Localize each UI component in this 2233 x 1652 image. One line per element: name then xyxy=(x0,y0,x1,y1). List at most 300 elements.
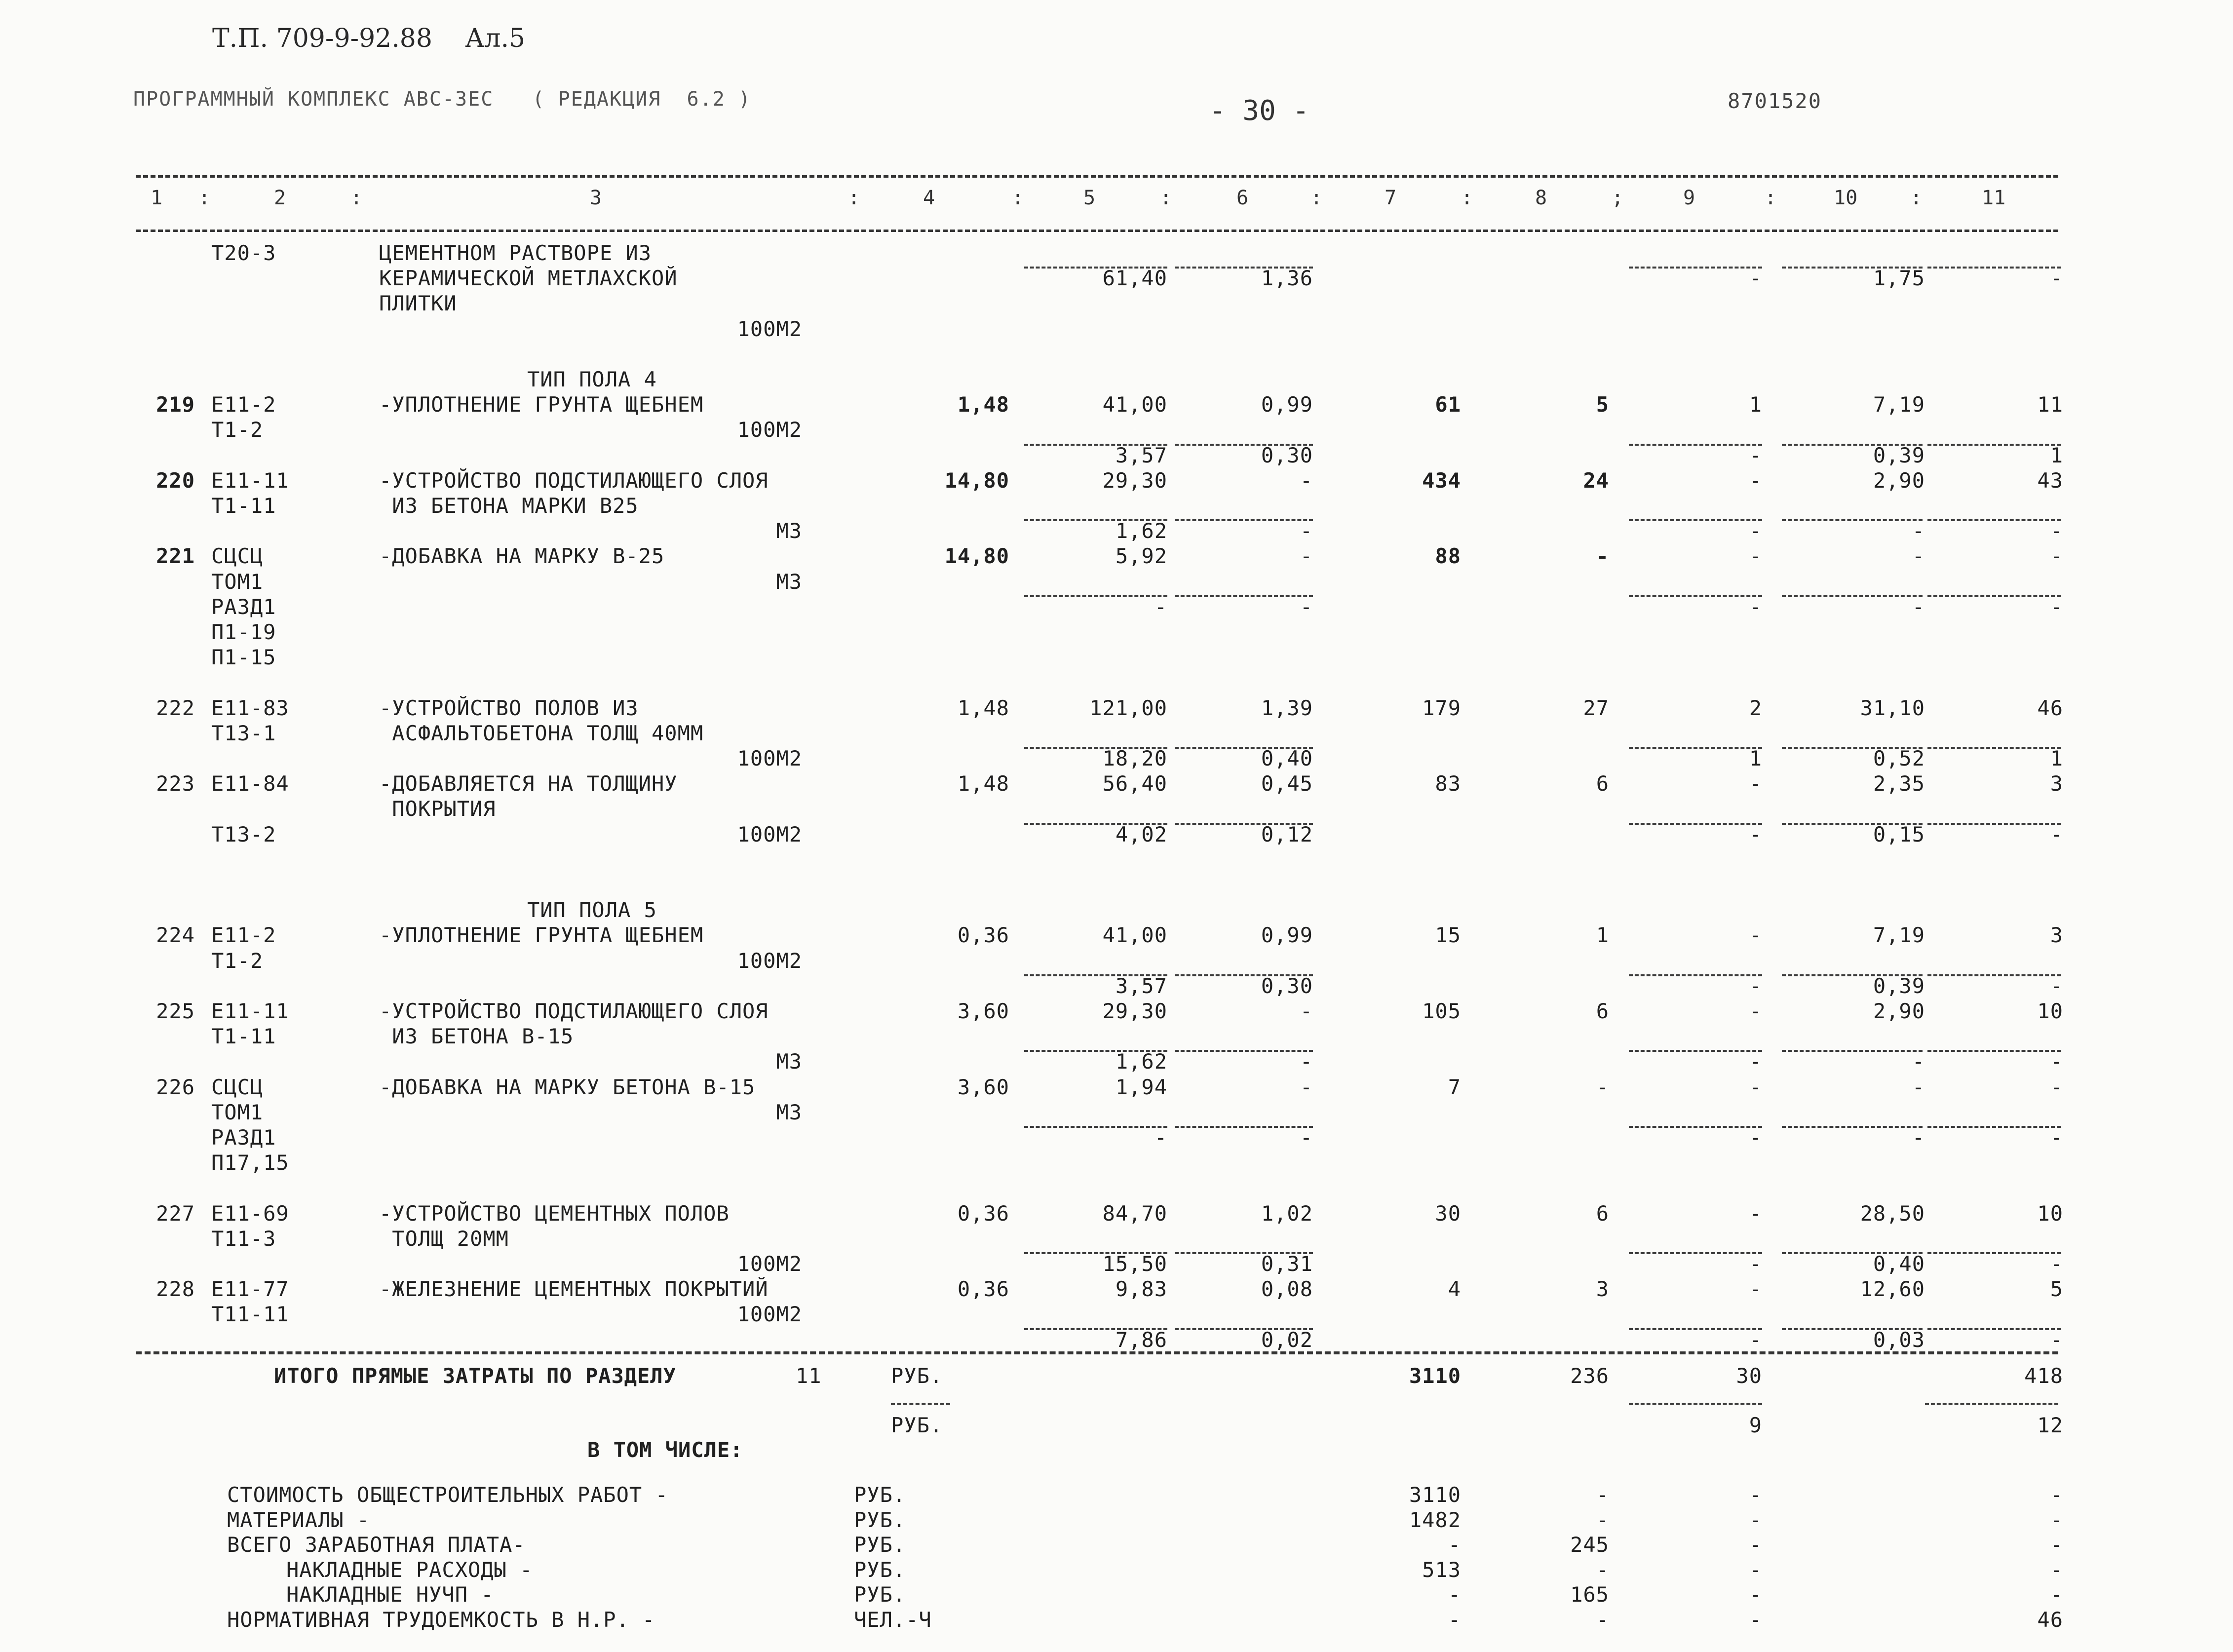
table-row xyxy=(0,1302,2233,1327)
col-header-1: 1 xyxy=(151,187,163,209)
cell-col-4: 1,48 xyxy=(957,695,1009,720)
cell-col-9: - xyxy=(1749,266,1762,291)
cell-col-5: 121,00 xyxy=(1089,695,1167,720)
cell-col-1: 220 xyxy=(156,468,195,493)
summary-label: СТОИМОСТЬ ОБЩЕСТРОИТЕЛЬНЫХ РАБОТ - xyxy=(227,1483,668,1507)
cell-col-11: - xyxy=(2050,519,2063,543)
cell-col-unit: 100М2 xyxy=(737,316,802,341)
cell-col-2: Е11-84 xyxy=(211,771,289,796)
cell-col-3: ПОКРЫТИЯ xyxy=(379,797,496,821)
cell-col-9: - xyxy=(1749,1201,1762,1226)
cell-col-unit: 100М2 xyxy=(737,746,802,770)
cell-col-5: 29,30 xyxy=(1102,999,1167,1023)
cell-col-1: 225 xyxy=(156,999,195,1023)
totals-value-9: 30 xyxy=(1736,1364,1762,1388)
summary-value-9: - xyxy=(1749,1582,1762,1607)
col-separator: : xyxy=(848,187,860,209)
cell-col-3: ИЗ БЕТОНА МАРКИ В25 xyxy=(379,494,639,518)
cell-col-10: 1,75 xyxy=(1873,266,1925,291)
cell-col-unit: 100М2 xyxy=(737,1252,802,1276)
cell-col-11: - xyxy=(2050,822,2063,846)
cell-col-3: ПЛИТКИ xyxy=(379,291,457,316)
summary-value-11: - xyxy=(2050,1582,2063,1607)
table-row xyxy=(0,999,2233,1024)
table-row xyxy=(0,367,2233,392)
cell-col-6: - xyxy=(1300,1125,1313,1150)
cell-col-11: 3 xyxy=(2050,771,2063,796)
cell-col-5: - xyxy=(1154,1125,1167,1150)
cell-col-11: - xyxy=(2050,1049,2063,1074)
cell-col-9: - xyxy=(1749,519,1762,543)
col-separator: : xyxy=(1910,187,1923,209)
totals-unit: РУБ. xyxy=(891,1364,943,1388)
cell-col-6: 0,40 xyxy=(1261,746,1313,770)
cell-col-3: -УСТРОЙСТВО ЦЕМЕНТНЫХ ПОЛОВ xyxy=(379,1201,730,1226)
table-row xyxy=(0,266,2233,291)
summary-value-11: - xyxy=(2050,1533,2063,1557)
cell-col-2: Е11-2 xyxy=(211,392,276,417)
col-separator: : xyxy=(1310,187,1323,209)
cell-col-1: 219 xyxy=(156,392,195,417)
cell-col-6: 0,99 xyxy=(1261,392,1313,417)
cell-col-10: - xyxy=(1912,1125,1925,1150)
cell-col-7: 61 xyxy=(1435,392,1461,417)
cell-col-11: - xyxy=(2050,1125,2063,1150)
cell-col-9: - xyxy=(1749,1277,1762,1302)
cell-col-10: 2,35 xyxy=(1873,771,1925,796)
totals-section: 11 xyxy=(796,1364,822,1388)
cell-col-10: 12,60 xyxy=(1860,1277,1925,1302)
cell-col-5: 29,30 xyxy=(1102,468,1167,493)
col-separator: : xyxy=(1461,187,1473,209)
totals-unit-2: РУБ. xyxy=(891,1413,943,1437)
cell-col-6: - xyxy=(1300,999,1313,1023)
summary-value-7: 513 xyxy=(1422,1557,1461,1582)
cell-col-10: 7,19 xyxy=(1873,392,1925,417)
cell-col-5: 41,00 xyxy=(1102,923,1167,948)
cell-col-7: 83 xyxy=(1435,771,1461,796)
cell-col-unit: 100М2 xyxy=(737,948,802,973)
cell-col-2: Т20-3 xyxy=(211,241,276,265)
cell-col-6: 0,12 xyxy=(1261,822,1313,846)
cell-col-2: Е11-11 xyxy=(211,468,289,493)
table-row xyxy=(0,897,2233,922)
table-row xyxy=(0,1024,2233,1049)
cell-col-7: 105 xyxy=(1422,999,1461,1023)
cell-col-3h: ТИП ПОЛА 4 xyxy=(527,367,657,391)
summary-value-7: - xyxy=(1448,1533,1461,1557)
cell-col-4: 1,48 xyxy=(957,771,1009,796)
summary-value-7: 3110 xyxy=(1409,1483,1461,1507)
cell-col-1: 221 xyxy=(156,544,195,569)
summary-value-9: - xyxy=(1749,1533,1762,1557)
cell-col-7: 30 xyxy=(1435,1201,1461,1226)
cell-col-10: - xyxy=(1912,519,1925,543)
cell-col-2: Е11-77 xyxy=(211,1277,289,1302)
cell-col-4: 14,80 xyxy=(944,468,1009,493)
table-row xyxy=(0,1327,2233,1352)
table-header-rule xyxy=(136,230,2058,232)
cell-col-5: 5,92 xyxy=(1115,544,1167,569)
cell-col-3: -ДОБАВКА НА МАРКУ БЕТОНА В-15 xyxy=(379,1075,756,1099)
table-row xyxy=(0,948,2233,973)
cell-col-10: - xyxy=(1912,594,1925,619)
cell-col-6: - xyxy=(1300,544,1313,569)
cell-col-9: - xyxy=(1749,973,1762,998)
cell-col-2: Т1-2 xyxy=(211,948,264,973)
cell-col-10: 28,50 xyxy=(1860,1201,1925,1226)
cell-col-3: ТОЛЩ 20ММ xyxy=(379,1226,509,1251)
summary-value-11: - xyxy=(2050,1483,2063,1507)
table-row xyxy=(0,392,2233,417)
col-header-9: 9 xyxy=(1683,187,1695,209)
cell-col-9: - xyxy=(1749,822,1762,846)
col-separator: ; xyxy=(1612,187,1624,209)
cell-col-2: П1-15 xyxy=(211,645,276,670)
cell-col-7: 4 xyxy=(1448,1277,1461,1302)
col-separator: : xyxy=(198,187,211,209)
table-row xyxy=(0,746,2233,771)
table-row xyxy=(0,973,2233,999)
cell-col-1: 226 xyxy=(156,1075,195,1099)
cell-col-10: 0,39 xyxy=(1873,973,1925,998)
cell-col-4: 1,48 xyxy=(957,392,1009,417)
table-row xyxy=(0,569,2233,594)
table-row xyxy=(0,316,2233,342)
table-row xyxy=(0,1201,2233,1226)
cell-col-10: 0,52 xyxy=(1873,746,1925,770)
cell-col-2: ТОМ1 xyxy=(211,569,264,594)
col-separator: : xyxy=(350,187,363,209)
cell-col-11: - xyxy=(2050,1327,2063,1352)
cell-col-9: - xyxy=(1749,468,1762,493)
summary-value-8: - xyxy=(1596,1507,1609,1532)
cell-col-9: - xyxy=(1749,1125,1762,1150)
cell-col-2: РАЗД1 xyxy=(211,594,276,619)
cell-col-2: Т11-11 xyxy=(211,1302,289,1327)
cell-col-9: - xyxy=(1749,544,1762,569)
table-row xyxy=(0,443,2233,468)
summary-unit: РУБ. xyxy=(854,1533,906,1557)
summary-value-11: - xyxy=(2050,1557,2063,1582)
summary-label: МАТЕРИАЛЫ - xyxy=(227,1507,370,1532)
cell-col-3: КЕРАМИЧЕСКОЙ МЕТЛАХСКОЙ xyxy=(379,266,678,291)
table-row xyxy=(0,468,2233,493)
cell-col-unit: 100М2 xyxy=(737,1302,802,1327)
table-row xyxy=(0,594,2233,619)
summary-label: НАКЛАДНЫЕ НУЧП - xyxy=(286,1582,494,1607)
summary-label: НОРМАТИВНАЯ ТРУДОЕМКОСТЬ В Н.Р. - xyxy=(227,1607,655,1632)
table-row xyxy=(0,619,2233,645)
col-header-3: 3 xyxy=(590,187,602,209)
summary-value-7: - xyxy=(1448,1582,1461,1607)
summary-value-9: - xyxy=(1749,1607,1762,1632)
cell-col-9: - xyxy=(1749,923,1762,948)
cell-col-11: 3 xyxy=(2050,923,2063,948)
col-header-8: 8 xyxy=(1535,187,1547,209)
totals-value-8: 236 xyxy=(1570,1364,1609,1388)
summary-value-11: 46 xyxy=(2037,1607,2063,1632)
cell-col-5: 1,62 xyxy=(1115,1049,1167,1074)
totals-value-9b: 9 xyxy=(1749,1413,1762,1437)
cell-col-8: 5 xyxy=(1596,392,1609,417)
cell-col-unit: М3 xyxy=(776,519,802,543)
cell-col-4: 3,60 xyxy=(957,1075,1009,1099)
cell-col-6: - xyxy=(1300,468,1313,493)
col-header-10: 10 xyxy=(1834,187,1858,209)
col-header-11: 11 xyxy=(1982,187,2006,209)
cell-col-7: 88 xyxy=(1435,544,1461,569)
page-number: - 30 - xyxy=(1209,95,1309,127)
estimate-table-body xyxy=(0,240,2233,1652)
col-separator: : xyxy=(1160,187,1172,209)
cell-col-5: 4,02 xyxy=(1115,822,1167,846)
cell-col-2: Т1-2 xyxy=(211,418,264,442)
cell-col-8: 24 xyxy=(1583,468,1609,493)
cell-col-11: 10 xyxy=(2037,1201,2063,1226)
cell-col-11: 43 xyxy=(2037,468,2063,493)
cell-col-1: 224 xyxy=(156,923,195,948)
cell-col-2: П17,15 xyxy=(211,1151,289,1175)
cell-col-2: Е11-69 xyxy=(211,1201,289,1226)
cell-col-5: 3,57 xyxy=(1115,973,1167,998)
cell-col-2: Т11-3 xyxy=(211,1226,276,1251)
cell-col-5: 7,86 xyxy=(1115,1327,1167,1352)
summary-value-8: 245 xyxy=(1570,1533,1609,1557)
cell-col-10: 2,90 xyxy=(1873,999,1925,1023)
table-row xyxy=(0,417,2233,442)
totals-value-7: 3110 xyxy=(1409,1364,1461,1388)
table-row xyxy=(0,518,2233,543)
cell-col-1: 222 xyxy=(156,695,195,720)
totals-underline xyxy=(1629,1403,1762,1405)
summary-value-8: - xyxy=(1596,1483,1609,1507)
cell-col-9: - xyxy=(1749,1049,1762,1074)
cell-col-9: - xyxy=(1749,1252,1762,1276)
table-row xyxy=(0,1226,2233,1251)
cell-col-6: - xyxy=(1300,594,1313,619)
table-row xyxy=(0,822,2233,847)
cell-col-2: РАЗД1 xyxy=(211,1125,276,1150)
cell-col-10: 31,10 xyxy=(1860,695,1925,720)
cell-col-9: 1 xyxy=(1749,392,1762,417)
cell-col-11: - xyxy=(2050,1252,2063,1276)
cell-col-2: Т13-2 xyxy=(211,822,276,846)
cell-col-6: 0,30 xyxy=(1261,443,1313,467)
cell-col-6: 0,02 xyxy=(1261,1327,1313,1352)
document-code: Т.П. 709-9-92.88 Ал.5 xyxy=(212,24,526,53)
summary-unit: ЧЕЛ.-Ч xyxy=(854,1607,932,1632)
cell-col-3: ЦЕМЕНТНОМ РАСТВОРЕ ИЗ xyxy=(379,241,652,265)
cell-col-3: -ДОБАВЛЯЕТСЯ НА ТОЛЩИНУ xyxy=(379,771,678,796)
cell-col-unit: 100М2 xyxy=(737,822,802,846)
cell-col-2: Т1-11 xyxy=(211,494,276,518)
summary-unit: РУБ. xyxy=(854,1483,906,1507)
cell-col-8: 6 xyxy=(1596,771,1609,796)
cell-col-unit: 100М2 xyxy=(737,418,802,442)
summary-value-8: - xyxy=(1596,1557,1609,1582)
cell-col-11: - xyxy=(2050,266,2063,291)
cell-col-11: 1 xyxy=(2050,746,2063,770)
cell-col-2: ТОМ1 xyxy=(211,1100,264,1124)
summary-value-7: - xyxy=(1448,1607,1461,1632)
cell-col-9: 1 xyxy=(1749,746,1762,770)
cell-col-4: 0,36 xyxy=(957,1277,1009,1302)
totals-rule xyxy=(136,1351,2058,1354)
cell-col-3: -ЖЕЛЕЗНЕНИЕ ЦЕМЕНТНЫХ ПОКРЫТИЙ xyxy=(379,1277,769,1302)
cell-col-3: -ДОБАВКА НА МАРКУ В-25 xyxy=(379,544,665,569)
cell-col-8: 27 xyxy=(1583,695,1609,720)
cell-col-2: СЦСЦ xyxy=(211,1075,264,1099)
table-row xyxy=(0,1100,2233,1125)
cell-col-11: 1 xyxy=(2050,443,2063,467)
summary-unit: РУБ. xyxy=(854,1557,906,1582)
col-separator: : xyxy=(1012,187,1024,209)
cell-col-2: Е11-11 xyxy=(211,999,289,1023)
cell-col-6: 0,99 xyxy=(1261,923,1313,948)
col-header-7: 7 xyxy=(1385,187,1397,209)
cell-col-5: 61,40 xyxy=(1102,266,1167,291)
cell-col-unit: М3 xyxy=(776,1049,802,1074)
cell-col-7: 7 xyxy=(1448,1075,1461,1099)
table-row xyxy=(0,922,2233,948)
cell-col-10: - xyxy=(1912,1049,1925,1074)
cell-col-3: -УПЛОТНЕНИЕ ГРУНТА ЩЕБНЕМ xyxy=(379,923,704,948)
cell-col-6: - xyxy=(1300,519,1313,543)
cell-col-10: 7,19 xyxy=(1873,923,1925,948)
table-row xyxy=(0,721,2233,746)
cell-col-9: 2 xyxy=(1749,695,1762,720)
cell-col-11: 11 xyxy=(2037,392,2063,417)
cell-col-7: 15 xyxy=(1435,923,1461,948)
summary-unit: РУБ. xyxy=(854,1582,906,1607)
totals-underline xyxy=(1925,1403,2058,1405)
col-header-5: 5 xyxy=(1083,187,1096,209)
cell-col-5: 3,57 xyxy=(1115,443,1167,467)
summary-label: НАКЛАДНЫЕ РАСХОДЫ - xyxy=(286,1557,533,1582)
cell-col-10: 0,40 xyxy=(1873,1252,1925,1276)
cell-col-5: 1,62 xyxy=(1115,519,1167,543)
cell-col-4: 14,80 xyxy=(944,544,1009,569)
cell-col-9: - xyxy=(1749,1327,1762,1352)
cell-col-10: 2,90 xyxy=(1873,468,1925,493)
cell-col-8: 6 xyxy=(1596,999,1609,1023)
cell-col-11: - xyxy=(2050,544,2063,569)
cell-col-11: 46 xyxy=(2037,695,2063,720)
cell-col-6: 0,31 xyxy=(1261,1252,1313,1276)
cell-col-6: 0,45 xyxy=(1261,771,1313,796)
summary-label: ВСЕГО ЗАРАБОТНАЯ ПЛАТА- xyxy=(227,1533,526,1557)
cell-col-10: 0,03 xyxy=(1873,1327,1925,1352)
table-row xyxy=(0,1276,2233,1302)
table-row xyxy=(0,695,2233,721)
cell-col-6: 1,02 xyxy=(1261,1201,1313,1226)
cell-col-6: 1,39 xyxy=(1261,695,1313,720)
document-id: 8701520 xyxy=(1728,89,1822,113)
cell-col-unit: М3 xyxy=(776,569,802,594)
cell-col-3: -УСТРОЙСТВО ПОДСТИЛАЮЩЕГО СЛОЯ xyxy=(379,468,769,493)
summary-value-9: - xyxy=(1749,1483,1762,1507)
col-header-2: 2 xyxy=(274,187,286,209)
cell-col-1: 227 xyxy=(156,1201,195,1226)
cell-col-9: - xyxy=(1749,771,1762,796)
totals-value-11: 418 xyxy=(2024,1364,2063,1388)
cell-col-11: - xyxy=(2050,973,2063,998)
cell-col-11: 10 xyxy=(2037,999,2063,1023)
cell-col-6: 1,36 xyxy=(1261,266,1313,291)
summary-value-9: - xyxy=(1749,1557,1762,1582)
cell-col-3: ИЗ БЕТОНА В-15 xyxy=(379,1024,574,1049)
summary-value-8: - xyxy=(1596,1607,1609,1632)
table-row xyxy=(0,1251,2233,1276)
cell-col-unit: М3 xyxy=(776,1100,802,1124)
summary-value-8: 165 xyxy=(1570,1582,1609,1607)
cell-col-4: 0,36 xyxy=(957,923,1009,948)
cell-col-5: 9,83 xyxy=(1115,1277,1167,1302)
cell-col-8: 6 xyxy=(1596,1201,1609,1226)
table-row xyxy=(0,1125,2233,1150)
table-row xyxy=(0,291,2233,316)
table-row xyxy=(0,1049,2233,1074)
cell-col-9: - xyxy=(1749,1075,1762,1099)
cell-col-10: - xyxy=(1912,1075,1925,1099)
summary-value-9: - xyxy=(1749,1507,1762,1532)
cell-col-5: 1,94 xyxy=(1115,1075,1167,1099)
cell-col-4: 0,36 xyxy=(957,1201,1009,1226)
summary-value-11: - xyxy=(2050,1507,2063,1532)
program-title: ПРОГРАММНЫЙ КОМПЛЕКС АВС-3ЕС ( РЕДАКЦИЯ 6.2 ) xyxy=(133,88,751,111)
cell-col-6: - xyxy=(1300,1075,1313,1099)
cell-col-5: 41,00 xyxy=(1102,392,1167,417)
cell-col-3: -УСТРОЙСТВО ПОДСТИЛАЮЩЕГО СЛОЯ xyxy=(379,999,769,1023)
cell-col-11: - xyxy=(2050,594,2063,619)
cell-col-9: - xyxy=(1749,443,1762,467)
table-row xyxy=(0,543,2233,569)
cell-col-1: 223 xyxy=(156,771,195,796)
cell-col-7: 179 xyxy=(1422,695,1461,720)
cell-col-10: - xyxy=(1912,544,1925,569)
cell-col-10: 0,39 xyxy=(1873,443,1925,467)
table-row xyxy=(0,771,2233,796)
totals-value-11b: 12 xyxy=(2037,1413,2063,1437)
cell-col-2: СЦСЦ xyxy=(211,544,264,569)
cell-col-2: Е11-2 xyxy=(211,923,276,948)
cell-col-5: 15,50 xyxy=(1102,1252,1167,1276)
cell-col-8: - xyxy=(1596,1075,1609,1099)
cell-col-9: - xyxy=(1749,594,1762,619)
cell-col-6: - xyxy=(1300,1049,1313,1074)
cell-col-4: 3,60 xyxy=(957,999,1009,1023)
table-row xyxy=(0,493,2233,518)
totals-label: ИТОГО ПРЯМЫЕ ЗАТРАТЫ ПО РАЗДЕЛУ xyxy=(274,1364,676,1388)
cell-col-2: Т1-11 xyxy=(211,1024,276,1049)
cell-col-5: 18,20 xyxy=(1102,746,1167,770)
cell-col-3h: ТИП ПОЛА 5 xyxy=(527,898,657,922)
cell-col-5: 56,40 xyxy=(1102,771,1167,796)
cell-col-6: 0,08 xyxy=(1261,1277,1313,1302)
table-top-rule xyxy=(136,175,2058,178)
table-row xyxy=(0,796,2233,821)
summary-value-7: 1482 xyxy=(1409,1507,1461,1532)
cell-col-3: -УПЛОТНЕНИЕ ГРУНТА ЩЕБНЕМ xyxy=(379,392,704,417)
including-label: В ТОМ ЧИСЛЕ: xyxy=(587,1438,743,1462)
summary-unit: РУБ. xyxy=(854,1507,906,1532)
cell-col-6: 0,30 xyxy=(1261,973,1313,998)
totals-underline xyxy=(891,1403,950,1405)
table-row xyxy=(0,240,2233,266)
col-header-4: 4 xyxy=(923,187,935,209)
cell-col-2: П1-19 xyxy=(211,620,276,644)
